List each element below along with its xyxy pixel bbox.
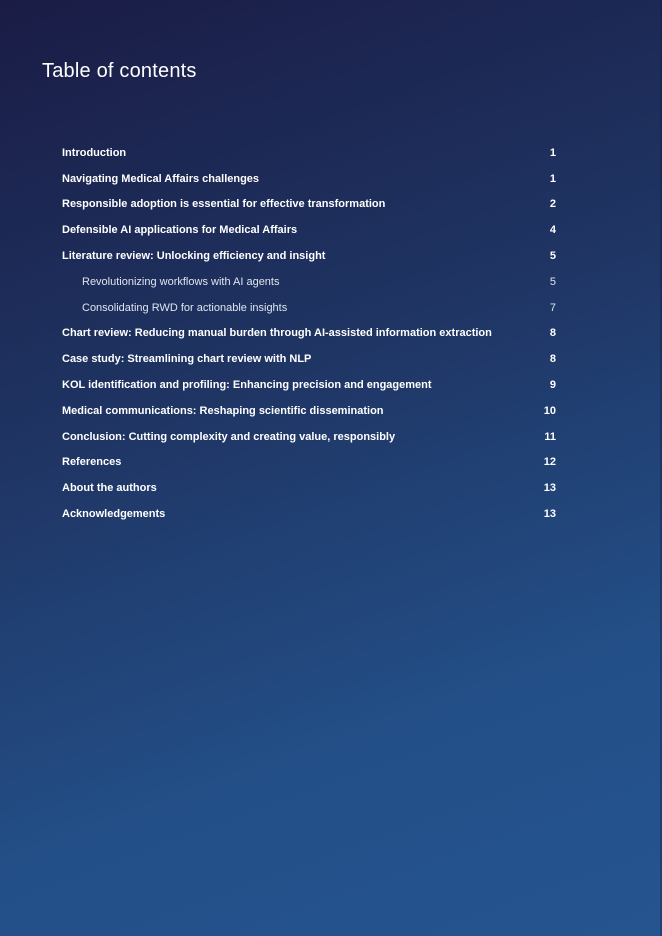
toc-entry-label: Revolutionizing workflows with AI agents xyxy=(82,275,280,288)
toc-entry-page: 4 xyxy=(549,224,556,237)
toc-entry-page: 1 xyxy=(549,146,556,159)
toc-entry-page: 12 xyxy=(543,456,556,469)
toc-entry-label: Responsible adoption is essential for effective transformation xyxy=(62,198,386,211)
toc-list xyxy=(62,140,556,527)
toc-entry-label: KOL identification and profiling: Enhancing precision and engagement xyxy=(62,379,432,392)
toc-entry-page: 8 xyxy=(549,327,556,340)
toc-subentry[interactable] xyxy=(62,295,556,321)
toc-entry[interactable] xyxy=(62,166,556,192)
toc-entry-label: References xyxy=(62,456,122,469)
toc-entry[interactable] xyxy=(62,140,556,166)
toc-entry-page: 7 xyxy=(549,301,556,314)
toc-entry-page: 5 xyxy=(549,250,556,263)
toc-entry[interactable] xyxy=(62,475,556,501)
toc-entry-page: 11 xyxy=(544,430,556,443)
toc-entry-page: 10 xyxy=(543,404,556,417)
toc-entry-label: Acknowledgements xyxy=(62,508,166,521)
toc-entry-page: 13 xyxy=(543,482,556,495)
toc-entry[interactable] xyxy=(62,243,556,269)
toc-entry-label: Literature review: Unlocking efficiency and insight xyxy=(62,250,326,263)
toc-entry-label: Introduction xyxy=(62,146,127,159)
toc-entry[interactable] xyxy=(62,424,556,450)
toc-entry-label: Consolidating RWD for actionable insights xyxy=(82,301,288,314)
toc-entry[interactable] xyxy=(62,450,556,476)
toc-entry-page: 1 xyxy=(549,172,556,185)
toc-entry-page: 8 xyxy=(549,353,556,366)
toc-entry-page: 9 xyxy=(549,379,556,392)
toc-entry-label: Case study: Streamlining chart review with NLP xyxy=(62,353,312,366)
toc-entry-label: Defensible AI applications for Medical Affairs xyxy=(62,224,298,237)
toc-entry-label: Conclusion: Cutting complexity and creating value, responsibly xyxy=(62,430,396,443)
toc-entry-page: 5 xyxy=(549,275,556,288)
toc-entry-label: About the authors xyxy=(62,482,157,495)
toc-entry[interactable] xyxy=(62,217,556,243)
toc-entry-page: 13 xyxy=(543,508,556,521)
toc-subentry[interactable] xyxy=(62,269,556,295)
toc-entry[interactable] xyxy=(62,321,556,347)
toc-entry[interactable] xyxy=(62,501,556,527)
toc-entry[interactable] xyxy=(62,372,556,398)
toc-entry[interactable] xyxy=(62,192,556,218)
page-title: Table of contents xyxy=(42,60,197,82)
toc-entry-label: Chart review: Reducing manual burden through AI-assisted information extraction xyxy=(62,327,492,340)
toc-entry-label: Navigating Medical Affairs challenges xyxy=(62,172,260,185)
toc-entry[interactable] xyxy=(62,346,556,372)
toc-entry-label: Medical communications: Reshaping scientific dissemination xyxy=(62,404,384,417)
toc-entry[interactable] xyxy=(62,398,556,424)
toc-entry-page: 2 xyxy=(549,198,556,211)
